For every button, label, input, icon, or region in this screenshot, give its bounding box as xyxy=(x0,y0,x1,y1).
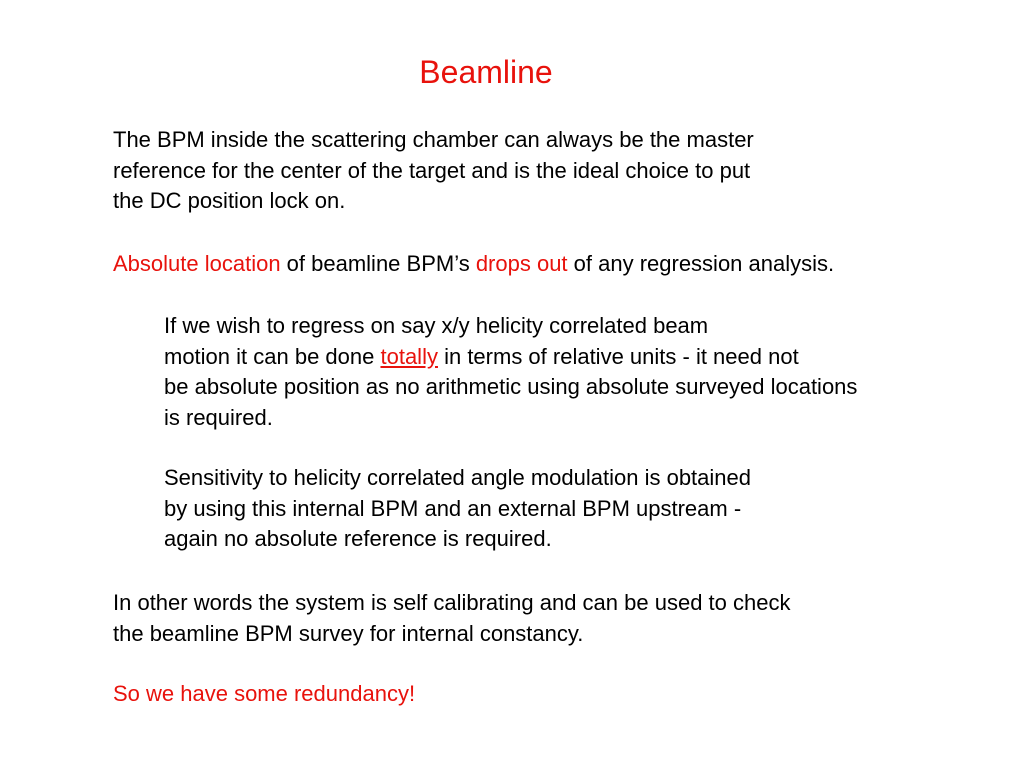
text-line xyxy=(164,342,857,373)
text-line: the DC position lock on. xyxy=(113,188,346,213)
text-line: the beamline BPM survey for internal constancy. xyxy=(113,620,584,646)
text-line: In other words the system is self calibrating and can be used to check xyxy=(113,590,791,615)
text-line xyxy=(113,249,834,280)
text-line: So we have some redundancy! xyxy=(113,681,416,706)
paragraph-self-calibrating xyxy=(113,588,790,649)
paragraph-bpm-master-reference xyxy=(113,125,754,217)
text-line: Sensitivity to helicity correlated angle modulation is obtained xyxy=(164,465,751,490)
text-segment: of any regression analysis. xyxy=(567,251,835,276)
text-line: is required. xyxy=(164,404,273,430)
text-segment: of beamline BPM’s xyxy=(280,251,476,276)
text-line: If we wish to regress on say x/y helicity correlated beam xyxy=(164,313,709,338)
highlight-absolute-location: Absolute location xyxy=(113,251,281,276)
text-line: reference for the center of the target and is the ideal choice to put xyxy=(113,157,751,183)
text-line: by using this internal BPM and an external BPM upstream - xyxy=(164,495,742,521)
text-line: again no absolute reference is required. xyxy=(164,526,552,551)
highlight-drops-out: drops out xyxy=(475,251,568,276)
slide-title: Beamline xyxy=(419,54,553,90)
highlight-totally: totally xyxy=(380,343,438,369)
paragraph-angle-modulation-sensitivity xyxy=(164,463,751,555)
paragraph-regression-relative-units xyxy=(164,311,857,433)
text-segment: motion it can be done xyxy=(164,343,381,369)
paragraph-absolute-location xyxy=(113,249,834,280)
text-segment: in terms of relative units - it need not xyxy=(437,343,799,369)
text-line: The BPM inside the scattering chamber can always be the master xyxy=(113,127,754,152)
text-line: be absolute position as no arithmetic using absolute surveyed locations xyxy=(164,374,858,399)
paragraph-redundancy xyxy=(113,679,415,710)
